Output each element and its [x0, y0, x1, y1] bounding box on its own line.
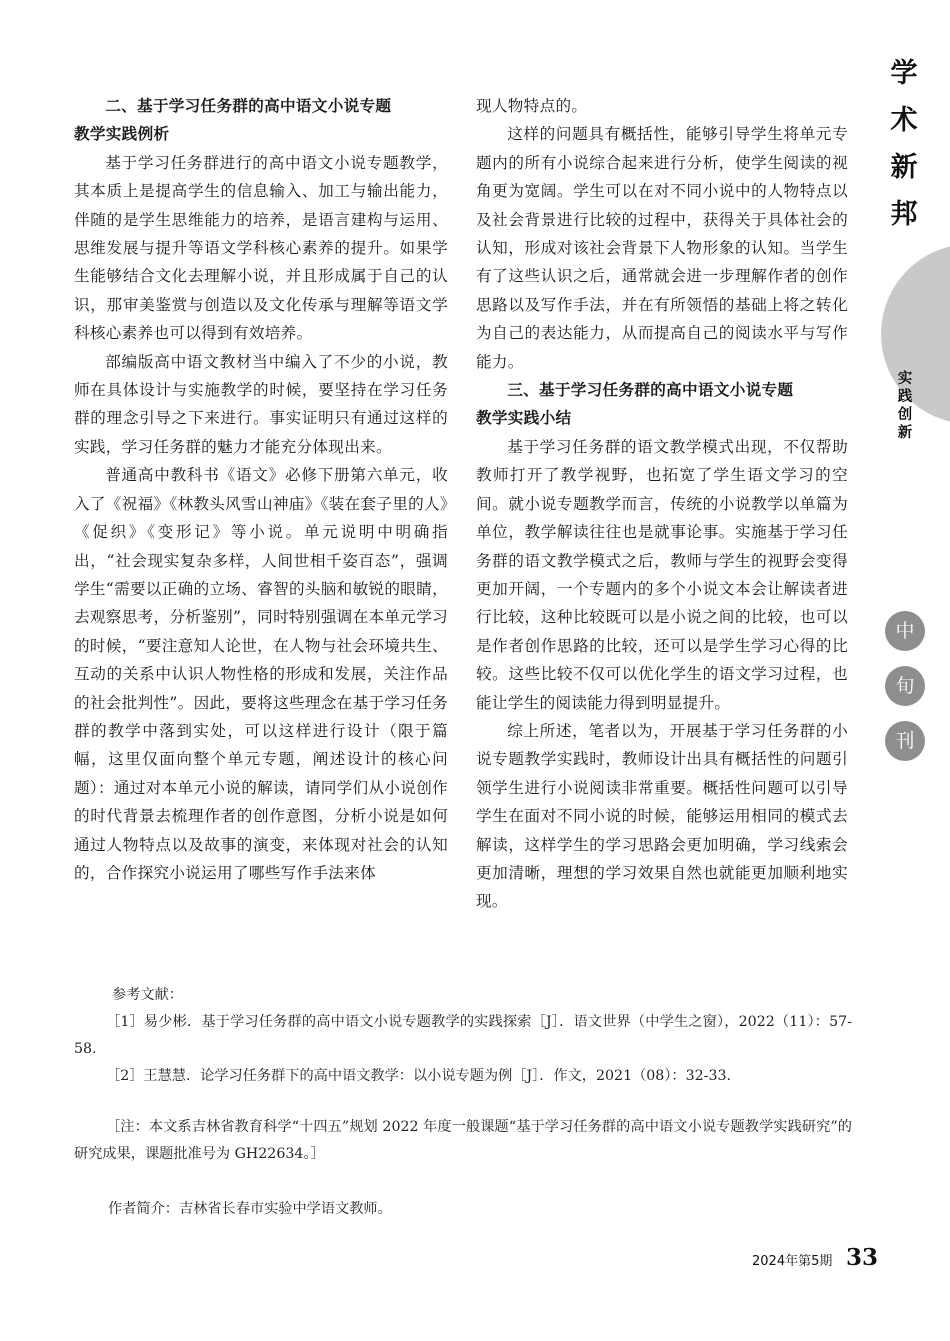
paragraph: 这样的问题具有概括性，能够引导学生将单元专题内的所有小说综合起来进行分析，使学生阅读的视角更为宽阔。学生可以在对不同小说中的人物特点以及社会背景进行比较的过程中，获得关于具体社会的认知，形成对该社会背景下人物形象的认知。当学生有了这些认识之后，通常就会进一步理解作者的创作思路以及写作手法，并在有所领悟的基础上将之转化为自己的表达能力，从而提高自己的阅读水平与写作能力。 — [476, 125, 848, 371]
paragraph-continued: 现人物特点的。 — [476, 97, 588, 115]
section-subheading-vertical: 实践创新 — [897, 371, 913, 441]
reference-item: ［2］王慧慧．论学习任务群下的高中语文教学：以小说专题为例［J］．作文，2021（08）：32-33. — [106, 1068, 732, 1084]
reference-item: ［1］易少彬．基于学习任务群的高中语文小说专题教学的实践探索［J］．语文世界（中学生之窗），2022（11）：57-58. — [74, 1014, 852, 1057]
author-bio: 作者简介：吉林省长春市实验中学语文教师。 — [108, 1201, 392, 1217]
badge-kan: 刊 — [885, 721, 925, 761]
paragraph: 基于学习任务群进行的高中语文小说专题教学，其本质上是提高学生的信息输入、加工与输出能力，伴随的是学生思维能力的培养，是语言建构与运用、思维发展与提升等语文学科核心素养的提升。如果学生能够结合文化去理解小说，并且形成属于自己的认识，那审美鉴赏与创造以及文化传承与理解等语文学科核心素养也可以得到有效培养。 — [74, 153, 448, 343]
badge-xun: 旬 — [885, 666, 925, 706]
issue-label: 2024年第5期 — [752, 1254, 833, 1269]
paragraph: 基于学习任务群的语文教学模式出现，不仅帮助教师打开了教学视野，也拓宽了学生语文学习的空间。就小说专题教学而言，传统的小说教学以单篇为单位，教学解读往往也是就事论事。实施基于学习任务群的语文教学模式之后，教师与学生的视野会变得更加开阔，一个专题内的多个小说文本会让解读者进行比较，这种比较既可以是小说之间的比较，也可以是作者创作思路的比较，还可以是学生学习心得的比较。这些比较不仅可以优化学生的语文学习过程，也能让学生的阅读能力得到明显提升。 — [476, 437, 848, 712]
page-number: 33 — [846, 1244, 879, 1271]
right-column — [476, 92, 848, 916]
references — [74, 982, 852, 1090]
paragraph: 综上所述，笔者以为，开展基于学习任务群的小说专题教学实践时，教师设计出具有概括性的问题引领学生进行小说阅读非常重要。概括性问题可以引导学生在面对不同小说的时候，能够运用相同的模式去解读，这样学生的学习思路会更加明确，学习线索会更加清晰，理想的学习效果自然也就能更加顺利地实现。 — [476, 721, 848, 911]
references-title: 参考文献： — [112, 987, 183, 1003]
paragraph: 普通高中教科书《语文》必修下册第六单元，收入了《祝福》《林教头风雪山神庙》《装在套子里的人》《促织》《变形记》等小说。单元说明中明确指出，“社会现实复杂多样，人间世相千姿百态”，强调学生“需要以正确的立场、睿智的头脑和敏锐的眼睛，去观察思考，分析鉴别”，同时特别强调在本单元学习的时候，“要注意知人论世，在人物与社会环境共生、互动的关系中认识人物性格的形成和发展，关注作品的社会批判性”。因此，要将这些理念在基于学习任务群的教学中落到实处，可以这样进行设计（限于篇幅，这里仅面向整个单元专题，阐述设计的核心问题）：通过对本单元小说的解读，请同学们从小说创作的时代背景去梳理作者的创作意图，分析小说是如何通过人物特点以及故事的演变，来体现对社会的认知的，合作探究小说运用了哪些写作手法来体 — [74, 466, 448, 882]
section-heading-vertical: 学术新邦 — [890, 58, 918, 230]
paragraph: 部编版高中语文教材当中编入了不少的小说，教师在具体设计与实施教学的时候，要坚持在学习任务群的理念引导之下来进行。事实证明只有通过这样的实践，学习任务群的魅力才能充分体现出来。 — [74, 352, 448, 456]
section-heading-2: 二、基于学习任务群的高中语文小说专题 教学实践例析 — [74, 97, 392, 144]
badge-zhong: 中 — [885, 611, 925, 651]
funding-note: ［注：本文系吉林省教育科学“十四五”规划 2022 年度一般课题“基于学习任务群的高中语文小说专题教学实践研究”的研究成果，课题批准号为 GH22634。］ — [74, 1119, 852, 1162]
left-column — [74, 92, 448, 887]
section-heading-3: 三、基于学习任务群的高中语文小说专题 教学实践小结 — [476, 381, 794, 428]
